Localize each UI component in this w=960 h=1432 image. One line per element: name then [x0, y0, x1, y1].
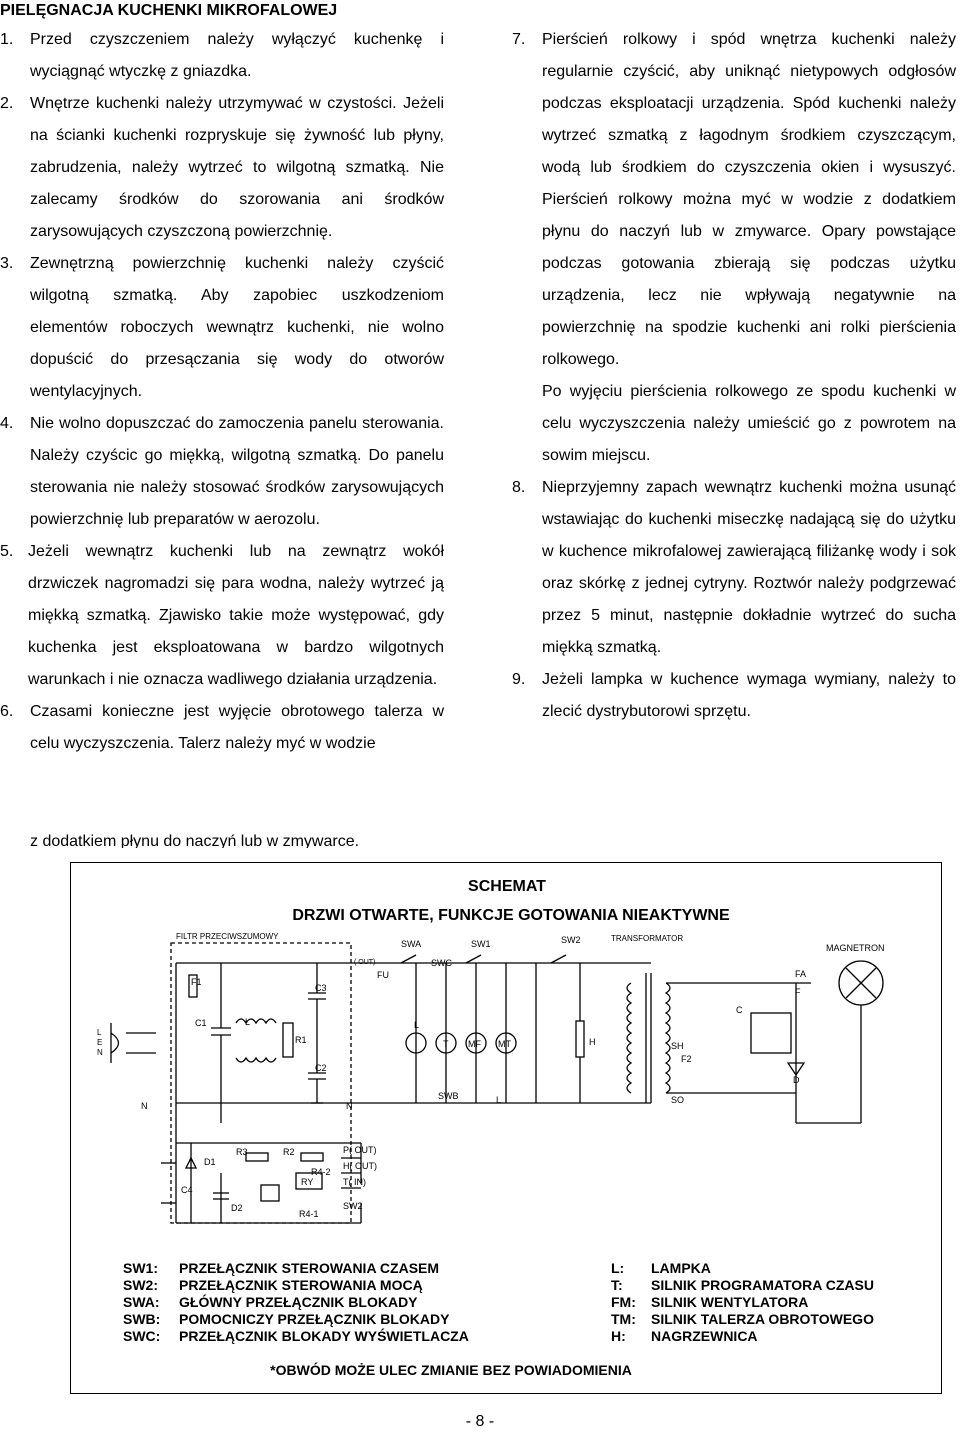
schema-subtitle: DRZWI OTWARTE, FUNKCJE GOTOWANIA NIEAKTYWNE [292, 907, 730, 924]
svg-text:FM:: FM: [611, 1294, 636, 1310]
schema-note: *OBWÓD MOŻE ULEC ZMIANIE BEZ POWIADOMIENIA [270, 1362, 632, 1378]
svg-text:TM:: TM: [611, 1311, 636, 1327]
svg-text:GŁÓWNY PRZEŁĄCZNIK BLOKADY: GŁÓWNY PRZEŁĄCZNIK BLOKADY [179, 1294, 418, 1310]
svg-text:SO: SO [671, 1095, 685, 1105]
schema-title: SCHEMAT [468, 878, 546, 895]
svg-text:H: H [589, 1037, 596, 1047]
svg-text:SWA: SWA [401, 939, 422, 949]
svg-text:C: C [736, 1005, 743, 1015]
care-item-5: 5. Jeżeli wewnątrz kuchenki lub na zewnątrz wokół drzwiczek nagromadzi się para wodna, należy wytrzeć ją miękką szmatką. Zjawisko takie może występować, gdy kuchenka jest eksploatowana w bardzo wilgotnych warunkach i nie oznacza wadliwego działania urządzenia. [0, 543, 444, 688]
svg-text:PRZEŁĄCZNIK STEROWANIA CZASEM: PRZEŁĄCZNIK STEROWANIA CZASEM [179, 1260, 440, 1276]
svg-text:E: E [97, 1038, 103, 1047]
svg-text:F: F [795, 987, 801, 997]
svg-text:SW2: SW2 [343, 1201, 363, 1211]
svg-text:SWC: SWC [431, 958, 452, 968]
svg-text:P( OUT): P( OUT) [343, 1145, 377, 1155]
schematic-drawing [71, 863, 941, 1393]
svg-text:MF: MF [468, 1039, 481, 1049]
svg-text:MT: MT [498, 1039, 511, 1049]
svg-text:SILNIK TALERZA OBROTOWEGO: SILNIK TALERZA OBROTOWEGO [651, 1311, 874, 1327]
svg-text:C2: C2 [315, 1063, 327, 1073]
svg-text:L: L [414, 1020, 420, 1030]
care-item-2: 2. Wnętrze kuchenki należy utrzymywać w czystości. Jeżeli na ścianki kuchenki rozpryskuje się żywność lub płyny, zabrudzenia, należy wytrzeć to wilgotną szmatką. Nie zalecamy środków do szorowania ani środków zarysowujących czyszczoną powierzchnię. [0, 95, 444, 240]
svg-text:SH: SH [671, 1041, 684, 1051]
care-item-3: 3. Zewnętrzną powierzchnię kuchenki należy czyścić wilgotną szmatką. Aby zapobiec uszkodzeniom elementów roboczych wewnątrz kuchenki, nie wolno dopuścić do przesączania się wody do otworów wentylacyjnych. [0, 255, 444, 400]
svg-text:SW1:: SW1: [123, 1260, 158, 1276]
svg-text:R4-2: R4-2 [311, 1167, 331, 1177]
svg-text:( OUT): ( OUT) [354, 959, 376, 966]
svg-text:D: D [793, 1075, 800, 1085]
svg-text:F2: F2 [681, 1054, 692, 1064]
svg-text:POMOCNICZY PRZEŁĄCZNIK BLOKADY: POMOCNICZY PRZEŁĄCZNIK BLOKADY [179, 1311, 450, 1327]
svg-text:RY: RY [301, 1177, 314, 1187]
svg-text:PRZEŁĄCZNIK STEROWANIA MOCĄ: PRZEŁĄCZNIK STEROWANIA MOCĄ [179, 1277, 423, 1293]
schema-legend [123, 1260, 874, 1378]
svg-text:L: L [97, 1028, 102, 1037]
svg-text:H:: H: [611, 1328, 626, 1344]
svg-text:N: N [346, 1101, 353, 1111]
svg-text:SW1: SW1 [471, 939, 491, 949]
svg-text:L: L [245, 1017, 251, 1027]
svg-text:SWA:: SWA: [123, 1294, 160, 1310]
svg-text:SILNIK PROGRAMATORA CZASU: SILNIK PROGRAMATORA CZASU [651, 1277, 874, 1293]
care-item-9: 9. Jeżeli lampka w kuchence wymaga wymiany, należy to zlecić dystrybutorowi sprzętu. [512, 671, 956, 720]
care-item-4: 4. Nie wolno dopuszczać do zamoczenia panelu sterowania. Należy czyścic go miękką, wilgotną szmatką. Do panelu sterowania nie należy stosować środków zarysowujących powierzchnię lub preparatów w aerozolu. [0, 415, 444, 528]
svg-text:R2: R2 [283, 1147, 295, 1157]
left-column [0, 24, 444, 760]
care-item-8: 8. Nieprzyjemny zapach wewnątrz kuchenki można usunąć wstawiając do kuchenki miseczkę nadającą się do użytku w kuchence mikrofalowej zawierającą filiżankę wody i sok oraz skórkę z jednej cytryny. Roztwór należy podgrzewać przez 5 minut, następnie dokładnie wytrzeć do sucha miękką szmatką. [512, 479, 956, 656]
svg-text:H( OUT): H( OUT) [343, 1161, 377, 1171]
right-column [512, 24, 956, 728]
svg-text:C3: C3 [315, 983, 327, 993]
svg-text:SWC:: SWC: [123, 1328, 161, 1344]
svg-text:SWB:: SWB: [123, 1311, 161, 1327]
svg-text:F1: F1 [191, 977, 202, 987]
svg-text:SILNIK WENTYLATORA: SILNIK WENTYLATORA [651, 1294, 809, 1310]
svg-text:T:: T: [611, 1277, 623, 1293]
care-item-7: 7. Pierścień rolkowy i spód wnętrza kuchenki należy regularnie czyścić, aby uniknąć nietypowych odgłosów podczas eksploatacji urządzenia. Spód kuchenki należy wytrzeć szmatką z łagodnym środkiem czyszczącym, wodą lub środkiem do czyszczenia okien i wysuszyć. Pierścień rolkowy można myć w wodzie z dodatkiem płynu do naczyń lub w zmywarce. Opary powstające podczas gotowania zbierają się podczas użytku urządzenia, lecz nie wpływają negatywnie na powierzchnię na spodzie kuchenki ani rolki pierścienia rolkowego. Po wyjęciu pierścienia rolkowego ze spodu kuchenki w celu wyczyszczenia należy umieścić go z powrotem na sowim miejscu. [512, 31, 956, 464]
svg-text:FILTR PRZECIWSZUMOWY: FILTR PRZECIWSZUMOWY [176, 932, 279, 941]
svg-text:FU: FU [377, 970, 389, 980]
svg-text:L:: L: [611, 1260, 625, 1276]
svg-text:TRANSFORMATOR: TRANSFORMATOR [611, 934, 684, 943]
svg-text:SWB: SWB [438, 1091, 459, 1101]
svg-text:R3: R3 [236, 1147, 248, 1157]
page-title: PIELĘGNACJA KUCHENKI MIKROFALOWEJ [0, 2, 338, 19]
svg-text:PRZEŁĄCZNIK BLOKADY WYŚWIETLAC: PRZEŁĄCZNIK BLOKADY WYŚWIETLACZA [179, 1328, 469, 1344]
svg-text:T: T [443, 1039, 449, 1049]
svg-text:R4-1: R4-1 [299, 1209, 319, 1219]
page-number: - 8 - [465, 1413, 495, 1430]
svg-text:LAMPKA: LAMPKA [651, 1260, 711, 1276]
svg-text:L: L [496, 1095, 502, 1105]
svg-text:SW2: SW2 [561, 935, 581, 945]
component-labels [97, 932, 885, 1219]
care-item-6-cut-line: z dodatkiem płynu do naczyń lub w zmywarce. [30, 833, 360, 848]
svg-text:R1: R1 [295, 1035, 307, 1045]
circuit-wires [111, 943, 883, 1223]
care-item-6: 6. Czasami konieczne jest wyjęcie obrotowego talerza w celu wyczyszczenia. Talerz należy myć w wodzie [0, 703, 444, 752]
svg-text:C4: C4 [181, 1185, 193, 1195]
svg-text:FA: FA [795, 969, 807, 979]
svg-text:C1: C1 [195, 1018, 207, 1028]
svg-text:D2: D2 [231, 1203, 243, 1213]
svg-text:T( IN): T( IN) [343, 1177, 366, 1187]
svg-text:SW2:: SW2: [123, 1277, 158, 1293]
svg-text:N: N [141, 1101, 148, 1111]
svg-text:N: N [97, 1048, 103, 1057]
svg-text:D1: D1 [204, 1157, 216, 1167]
wiring-schematic [70, 862, 942, 1394]
care-item-1: 1. Przed czyszczeniem należy wyłączyć kuchenkę i wyciągnąć wtyczkę z gniazdka. [0, 31, 444, 80]
svg-text:NAGRZEWNICA: NAGRZEWNICA [651, 1328, 758, 1344]
svg-text:MAGNETRON: MAGNETRON [826, 943, 885, 953]
